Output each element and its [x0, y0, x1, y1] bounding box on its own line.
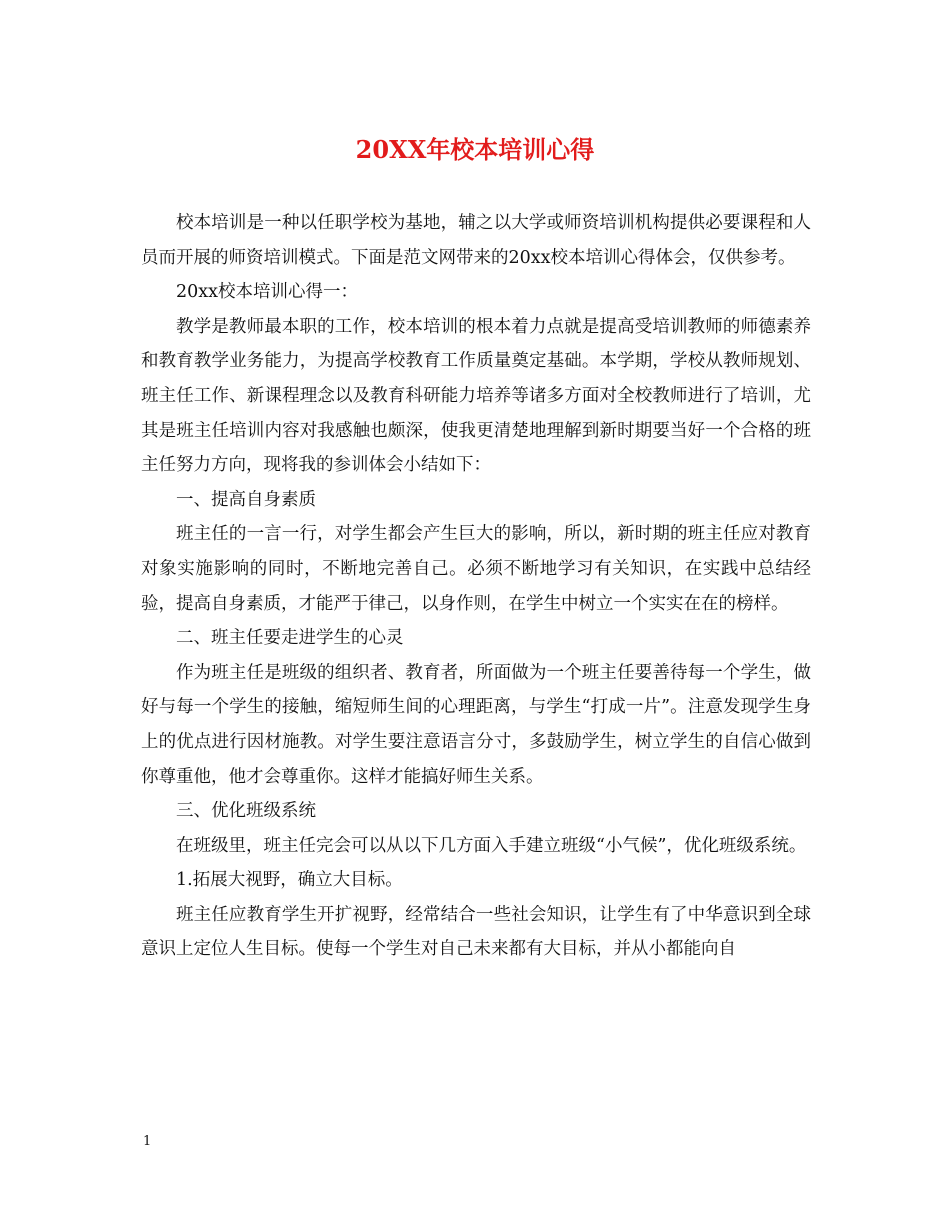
section-heading-quality: 一、提高自身素质 [176, 489, 316, 510]
paragraph-quality: 班主任的一言一行，对学生都会产生巨大的影响，所以，新时期的班主任应对教育对象实施影响的同时，不断地完善自己。必须不断地学习有关知识，在实践中总结经验，提高自身素质，才能严于律己，以身作则，在学生中树立一个实实在在的榜样。 [141, 524, 811, 614]
paragraph-intro: 校本培训是一种以任职学校为基地，辅之以大学或师资培训机构提供必要课程和人员而开展的师资培训模式。下面是范文网带来的20xx校本培训心得体会，仅供参考。 [141, 213, 811, 268]
section-heading-class-system: 三、优化班级系统 [176, 801, 316, 822]
section-heading-student-heart: 二、班主任要走进学生的心灵 [176, 628, 404, 649]
document-title: 20XX年校本培训心得 [355, 135, 595, 164]
paragraph-vision: 班主任应教育学生开扩视野，经常结合一些社会知识，让学生有了中华意识到全球意识上定位人生目标。使每一个学生对自己未来都有大目标，并从小都能向自 [141, 904, 811, 960]
paragraph-class-system: 在班级里，班主任完会可以从以下几方面入手建立班级“小气候”，优化班级系统。 [176, 835, 807, 856]
document-body [141, 206, 811, 967]
subheading-vision: 1.拓展大视野，确立大目标。 [176, 870, 403, 891]
page-number: 1 [143, 1134, 152, 1149]
paragraph-teaching: 教学是教师最本职的工作，校本培训的根本着力点就是提高受培训教师的师德素养和教育教学业务能力，为提高学校教育工作质量奠定基础。本学期，学校从教师规划、班主任工作、新课程理念以及教育科研能力培养等诸多方面对全校教师进行了培训，尤其是班主任培训内容对我感触也颇深，使我更清楚地理解到新时期要当好一个合格的班主任努力方向，现将我的参训体会小结如下： [141, 316, 811, 476]
paragraph-student-heart: 作为班主任是班级的组织者、教育者，所面做为一个班主任要善待每一个学生，做好与每一个学生的接触，缩短师生间的心理距离，与学生“打成一片”。注意发现学生身上的优点进行因材施教。对学生要注意语言分寸，多鼓励学生，树立学生的自信心做到你尊重他，他才会尊重你。这样才能搞好师生关系。 [141, 662, 811, 787]
section-heading-part-one: 20xx校本培训心得一： [176, 282, 359, 303]
